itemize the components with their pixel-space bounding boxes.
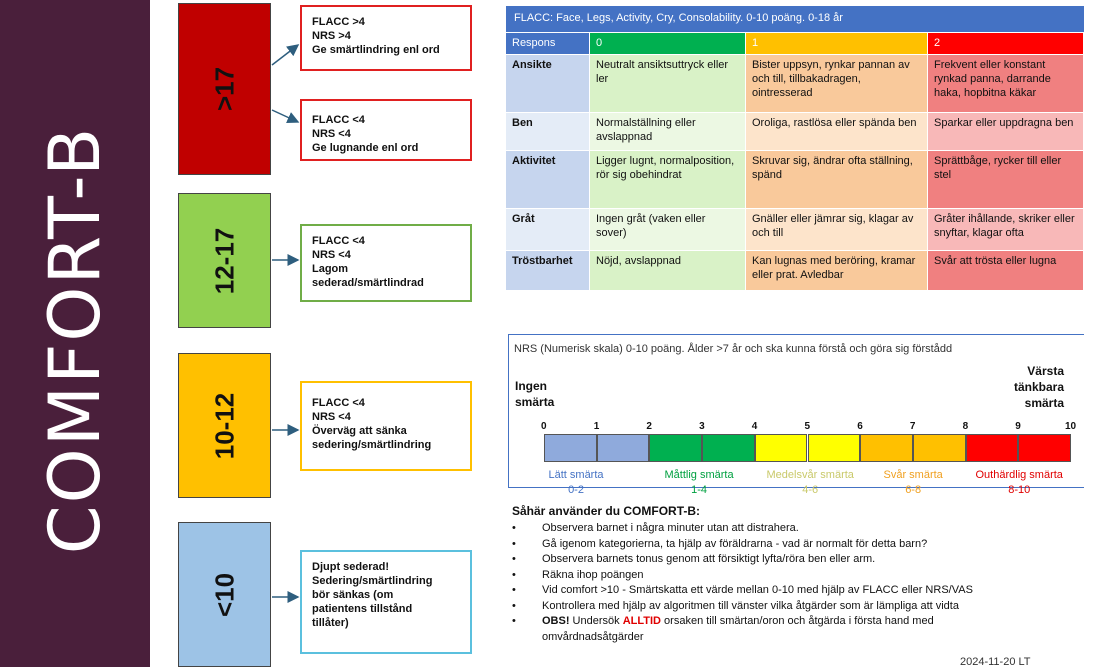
nrs-tick-label: 8 [962, 421, 969, 432]
how-item: • Observera barnet i några minuter utan att distrahera. [512, 521, 1112, 537]
nrs-title: NRS (Numerisk skala) 0-10 poäng. Ålder >7 år och ska kunna förstå och göra sig förstådd [514, 343, 953, 355]
cell-0: Nöjd, avslappnad [590, 251, 746, 291]
cell-0: Ingen gråt (vaken eller sover) [590, 209, 746, 251]
nrs-segment [649, 434, 702, 462]
nrs-segment [544, 434, 597, 462]
box-line: FLACC >4 [312, 16, 365, 28]
box-line: sederad/smärtlindrad [312, 277, 424, 289]
how-item: • Räkna ihop poängen [512, 568, 1112, 584]
nrs-category-range: 1-4 [691, 484, 707, 496]
nrs-category-name: Lätt smärta [548, 469, 604, 481]
flacc-row [506, 151, 1084, 209]
nrs-frame [508, 334, 1084, 488]
arrow [272, 45, 298, 65]
box-line: NRS <4 [312, 249, 351, 261]
nrs-tick-label: 3 [699, 421, 705, 432]
cell-0: Ligger lugnt, normalposition, rör sig obehindrat [590, 151, 746, 209]
flacc-row [506, 55, 1084, 113]
row-label: Ansikte [506, 55, 590, 113]
how-item: • Vid comfort >10 - Smärtskatta ett värde mellan 0-10 med hjälp av FLACC eller NRS/VAS [512, 583, 1112, 599]
row-label: Tröstbarhet [506, 251, 590, 291]
action-box-pain [300, 5, 472, 71]
how-item: • Kontrollera med hjälp av algoritmen till vänster vilka åtgärder som är lämpliga att vidta [512, 599, 1112, 615]
flacc-row [506, 113, 1084, 151]
header-cell: 2 [928, 33, 1084, 55]
nrs-segment [755, 434, 808, 462]
sidebar-title: COMFORT-B [34, 125, 116, 555]
action-box-sedate [300, 99, 472, 161]
nrs-category-range: 0-2 [568, 484, 584, 496]
nrs-segment [702, 434, 755, 462]
cell-1: Bister uppsyn, rynkar pannan av och till, tillbakadragen, ointresserad [746, 55, 928, 113]
how-list [512, 521, 1112, 645]
box-line: bör sänkas (om [312, 589, 394, 601]
obs-alltid: ALLTID [622, 615, 661, 627]
box-line: FLACC <4 [312, 397, 365, 409]
how-item: • Observera barnets tonus genom att försiktigt lyfta/röra ben eller arm. [512, 552, 1112, 568]
nrs-category-range: 8-10 [1008, 484, 1031, 496]
nrs-category [976, 468, 1063, 498]
box-line: tillåter) [312, 617, 349, 629]
nrs-segment [860, 434, 913, 462]
nrs-left-label [515, 378, 554, 410]
nrs-tick-label: 1 [593, 421, 600, 432]
box-line: NRS <4 [312, 411, 351, 423]
how-item: • Gå igenom kategorierna, ta hjälp av föräldrarna - vad är normalt för detta barn? [512, 537, 1112, 553]
box-line: patientens tillstånd [312, 603, 413, 615]
cell-1: Oroliga, rastlösa eller spända ben [746, 113, 928, 151]
cell-1: Kan lugnas med beröring, kramar eller prat. Avledbar [746, 251, 928, 291]
cell-2: Svår att trösta eller lugna [928, 251, 1084, 291]
cell-2: Gråter ihållande, skriker eller snyftar, klagar ofta [928, 209, 1084, 251]
nrs-category [767, 468, 854, 498]
arrow [272, 110, 298, 122]
how-item-obs [512, 614, 1112, 645]
nrs-category [884, 468, 943, 498]
box-line: FLACC <4 [312, 114, 365, 126]
nrs-right-label [990, 363, 1064, 411]
cell-2: Sparkar eller uppdragna ben [928, 113, 1084, 151]
flacc-row [506, 209, 1084, 251]
box-line: NRS >4 [312, 30, 351, 42]
nrs-category [549, 468, 604, 498]
header-cell: Respons [506, 33, 590, 55]
cell-1: Gnäller eller jämrar sig, klagar av och till [746, 209, 928, 251]
nrs-tick-label: 6 [857, 421, 863, 432]
nrs-category-name: Måttlig smärta [664, 469, 734, 481]
nrs-left-line: Ingen [515, 379, 547, 393]
row-label: Gråt [506, 209, 590, 251]
range-label: >17 [209, 66, 239, 112]
nrs-category [665, 468, 734, 498]
cell-1: Skruvar sig, ändrar ofta ställning, spänd [746, 151, 928, 209]
range-label: <10 [209, 572, 239, 617]
flacc-title: FLACC: Face, Legs, Activity, Cry, Consolability. 0-10 poäng. 0-18 år [506, 6, 1084, 32]
nrs-segment [597, 434, 650, 462]
nrs-tick-label: 9 [1015, 421, 1021, 432]
box-line: FLACC <4 [312, 235, 365, 247]
box-line: Överväg att sänka [312, 425, 407, 437]
obs-text: orsaken till smärtan/oron och åtgärda i första hand med [661, 615, 934, 627]
flacc-header-row [506, 33, 1084, 55]
nrs-right-line: smärta [1024, 396, 1064, 410]
action-box-adequate [300, 224, 472, 302]
box-line: NRS <4 [312, 128, 351, 140]
action-box-deep-sedation [300, 550, 472, 654]
flacc-row [506, 251, 1084, 291]
header-cell: 0 [590, 33, 746, 55]
action-box-reduce [300, 381, 472, 471]
cell-2: Frekvent eller konstant rynkad panna, darrande haka, hopbitna käkar [928, 55, 1084, 113]
row-label: Aktivitet [506, 151, 590, 209]
nrs-category-name: Svår smärta [883, 469, 943, 481]
nrs-segment [913, 434, 966, 462]
obs-text: omvårdnadsåtgärder [542, 630, 644, 643]
nrs-tick-label: 10 [1065, 421, 1077, 432]
row-label: Ben [506, 113, 590, 151]
obs-text: Undersök [569, 615, 623, 627]
how-title: Såhär använder du COMFORT-B: [512, 504, 701, 518]
nrs-tick-label: 4 [751, 421, 758, 432]
range-label: 12-17 [209, 227, 239, 294]
nrs-right-line: Värsta [1027, 364, 1064, 378]
box-line: sedering/smärtlindring [312, 439, 432, 451]
nrs-tick-label: 0 [541, 421, 547, 432]
box-line: Ge lugnande enl ord [312, 142, 419, 154]
box-line: Djupt sederad! [312, 561, 390, 573]
nrs-tick-label: 7 [909, 421, 916, 432]
cell-2: Sprättbåge, rycker till eller stel [928, 151, 1084, 209]
cell-0: Neutralt ansiktsuttryck eller ler [590, 55, 746, 113]
box-line: Sedering/smärtlindring [312, 575, 433, 587]
box-line: Lagom [312, 263, 349, 275]
flacc-table [506, 33, 1084, 291]
nrs-segment [1018, 434, 1071, 462]
nrs-left-line: smärta [515, 395, 555, 409]
nrs-segment [966, 434, 1019, 462]
nrs-right-line: tänkbara [1013, 380, 1064, 394]
nrs-tick-label: 2 [646, 421, 652, 432]
nrs-tick-label: 5 [804, 421, 811, 432]
footer-date: 2024-11-20 LT [960, 656, 1031, 667]
nrs-category-name: Outhärdlig smärta [975, 469, 1063, 481]
range-label: 10-12 [209, 392, 239, 459]
cell-0: Normalställning eller avslappnad [590, 113, 746, 151]
nrs-category-range: 4-6 [802, 484, 819, 496]
nrs-category-range: 6-8 [905, 484, 922, 496]
header-cell: 1 [746, 33, 928, 55]
obs-label: OBS! [542, 615, 570, 627]
box-line: Ge smärtlindring enl ord [312, 44, 440, 56]
nrs-category-name: Medelsvår smärta [766, 469, 854, 481]
nrs-segment [808, 434, 861, 462]
